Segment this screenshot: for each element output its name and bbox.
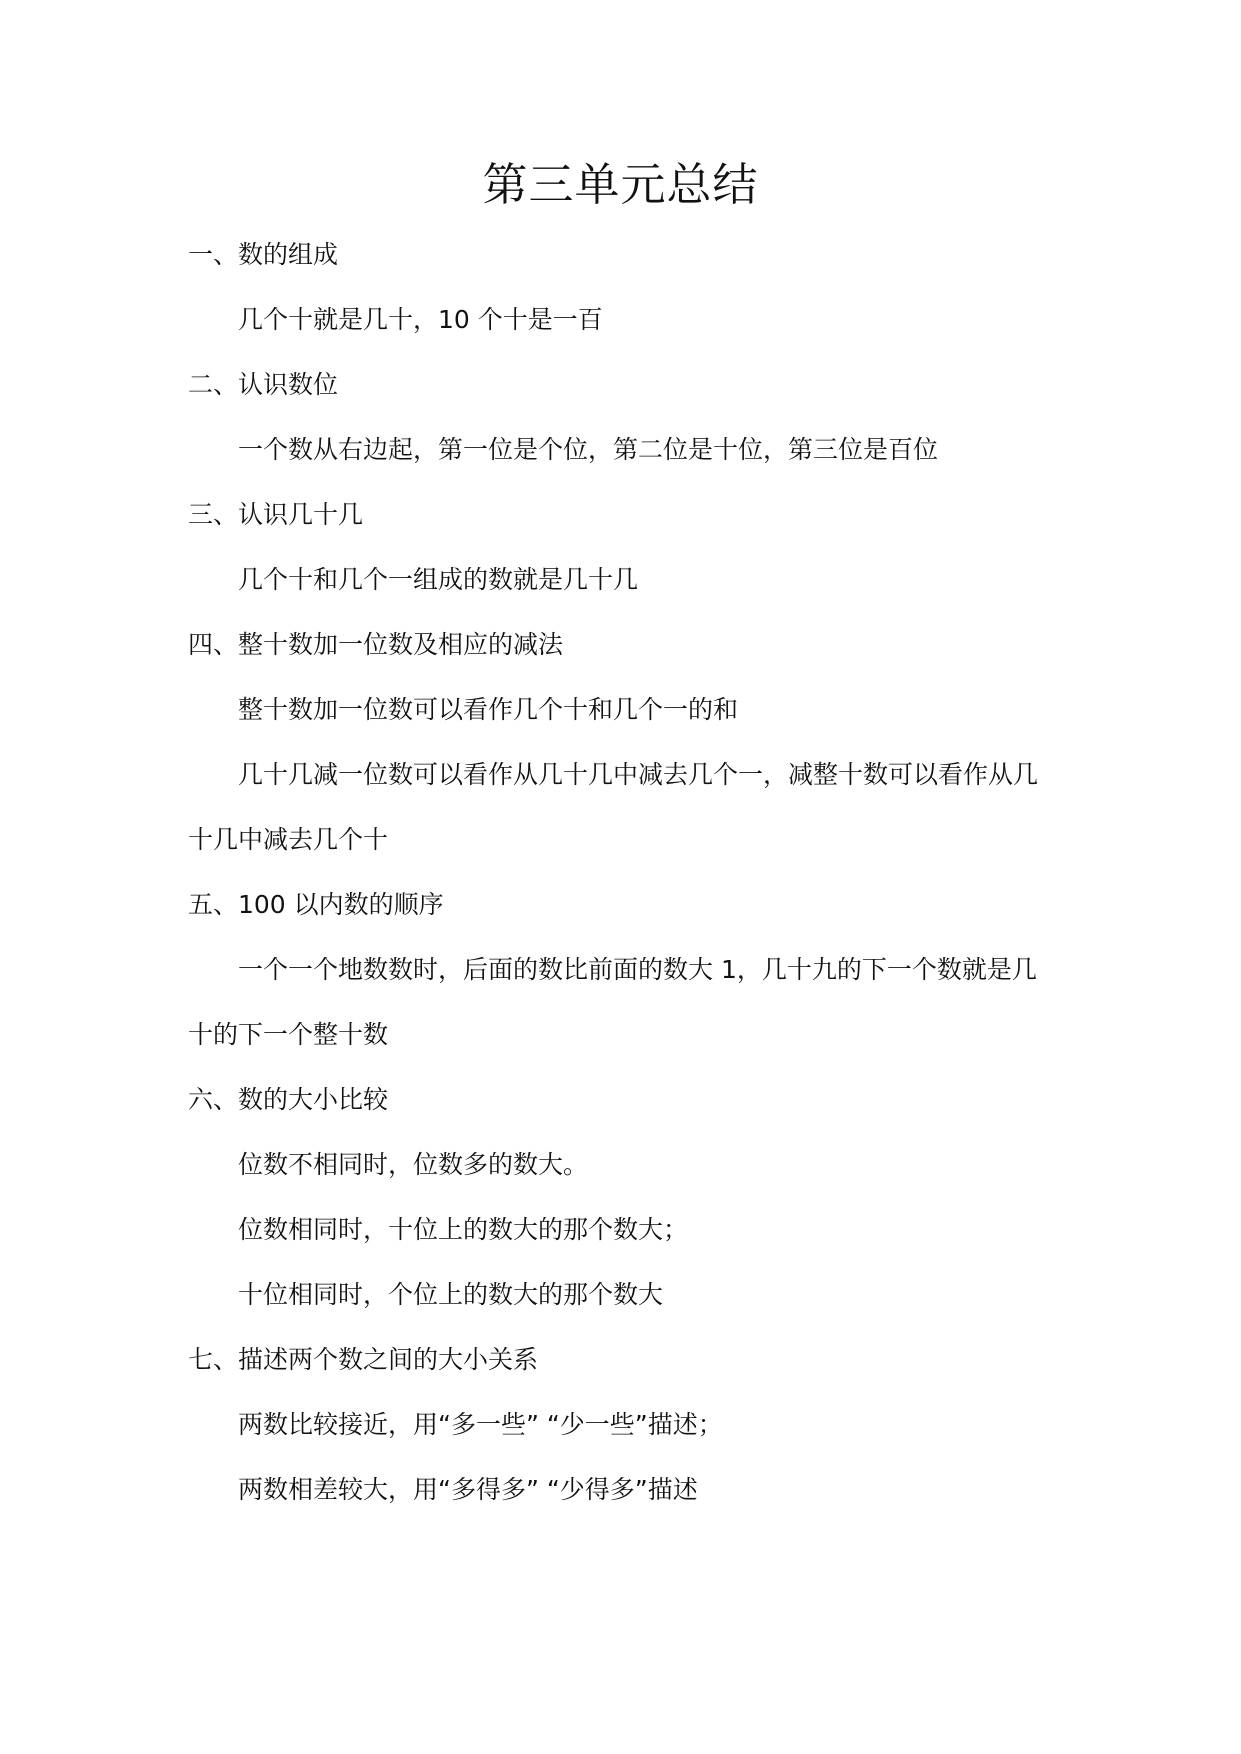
section-heading: 五、100 以内数的顺序 [188, 890, 444, 919]
section-text: 几个十就是几十，10 个十是一百 [238, 305, 603, 334]
section-text: 一个一个地数数时，后面的数比前面的数大 1，几十九的下一个数就是几 [238, 955, 1037, 984]
section-text: 几个十和几个一组成的数就是几十几 [238, 565, 639, 594]
section-text: 两数比较接近，用“多一些” “少一些”描述； [238, 1410, 723, 1439]
section-heading: 三、认识几十几 [188, 500, 364, 529]
section-heading: 六、数的大小比较 [188, 1085, 389, 1114]
section-text: 几十几减一位数可以看作从几十几中减去几个一，减整十数可以看作从几 [238, 760, 1039, 789]
section-text-continuation: 十的下一个整十数 [188, 1020, 389, 1049]
document-body [188, 222, 1068, 1522]
section-text: 位数不相同时，位数多的数大。 [238, 1150, 589, 1179]
section-text-continuation: 十几中减去几个十 [188, 825, 389, 854]
section-heading: 四、整十数加一位数及相应的减法 [188, 630, 564, 659]
section-text: 两数相差较大，用“多得多” “少得多”描述 [238, 1475, 698, 1504]
section-text: 整十数加一位数可以看作几个十和几个一的和 [238, 695, 739, 724]
section-heading: 一、数的组成 [188, 240, 339, 269]
section-heading: 七、描述两个数之间的大小关系 [188, 1345, 539, 1374]
section-text: 十位相同时，个位上的数大的那个数大 [238, 1280, 664, 1309]
section-text: 一个数从右边起，第一位是个位，第二位是十位，第三位是百位 [238, 435, 939, 464]
document-title: 第三单元总结 [482, 158, 759, 211]
section-text: 位数相同时，十位上的数大的那个数大； [238, 1215, 689, 1244]
section-heading: 二、认识数位 [188, 370, 339, 399]
